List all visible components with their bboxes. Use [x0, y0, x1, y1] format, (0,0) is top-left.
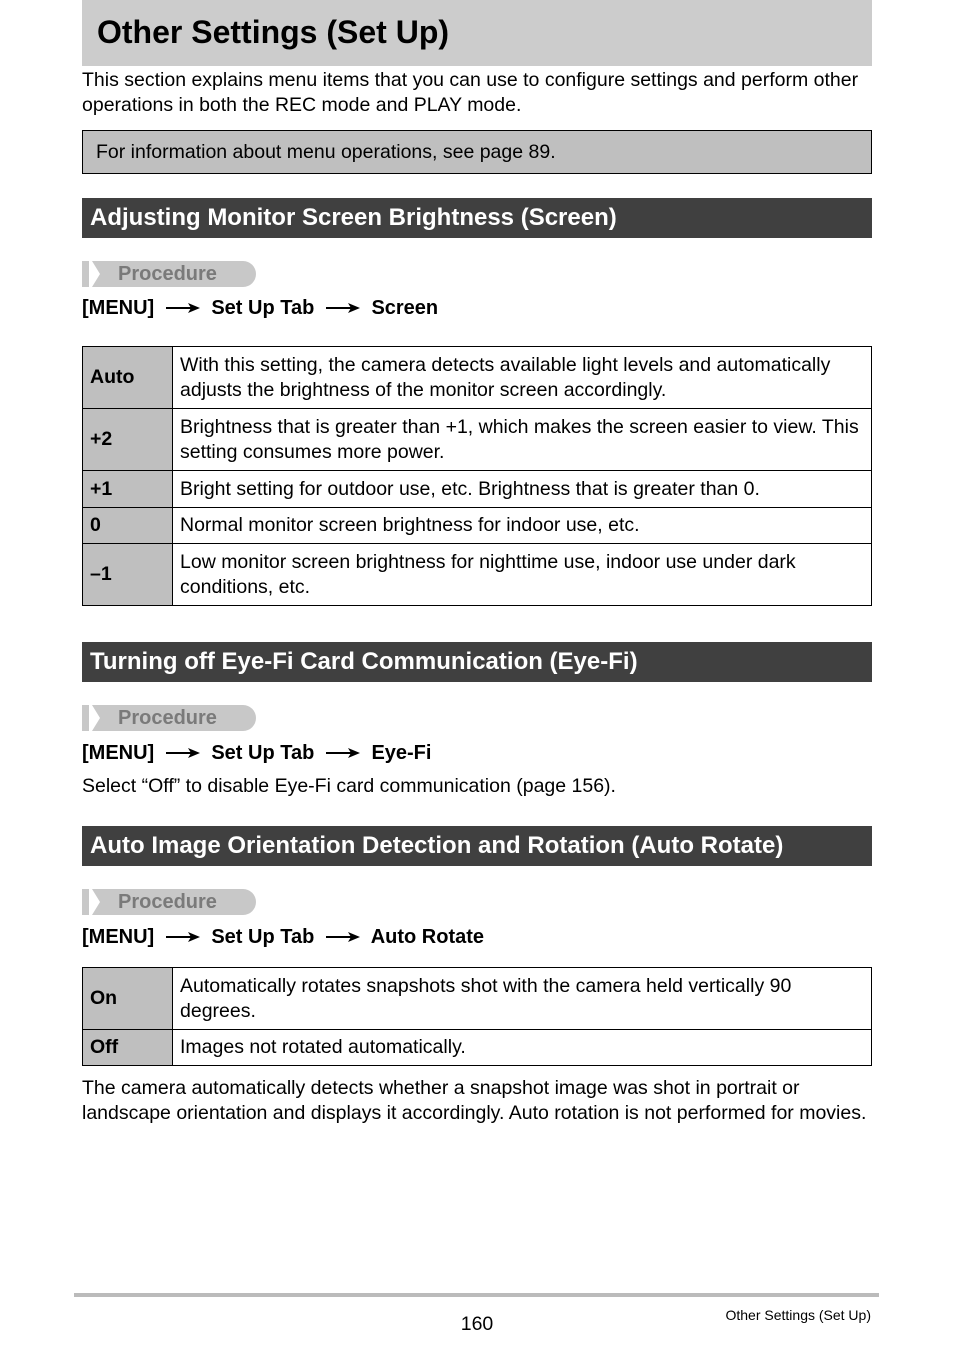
- procedure-label: Procedure: [118, 707, 217, 729]
- table-row: [83, 471, 872, 508]
- table-row: [83, 409, 872, 471]
- procedure-label: Procedure: [118, 263, 217, 285]
- table-row: [83, 968, 872, 1030]
- procedure-tag-bar: [82, 261, 89, 287]
- table-row: [83, 544, 872, 606]
- screen-settings-table: [82, 346, 872, 606]
- menu-path-step: [MENU]: [82, 297, 155, 319]
- setting-description: Brightness that is greater than +1, which makes the screen easier to view. This setting consumes more power.: [173, 409, 872, 471]
- procedure-tag-bar: [82, 705, 89, 731]
- menu-path-step: Set Up Tab: [211, 742, 315, 764]
- menu-path-step: Eye-Fi: [371, 742, 432, 764]
- arrow-right-icon: [166, 747, 200, 759]
- setting-description: Images not rotated automatically.: [173, 1030, 872, 1066]
- info-note-text: For information about menu operations, see page 89.: [96, 141, 556, 163]
- table-row: [83, 1030, 872, 1066]
- page-title: Other Settings (Set Up): [97, 14, 450, 50]
- procedure-tag: [82, 261, 257, 287]
- setting-description: With this setting, the camera detects available light levels and automatically adjusts the brightness of the monitor screen accordingly.: [173, 347, 872, 409]
- setting-key: Auto: [83, 347, 173, 409]
- setting-key: On: [83, 968, 173, 1030]
- arrow-right-icon: [326, 931, 360, 943]
- menu-path-screen: [82, 295, 438, 321]
- menu-path-auto-rotate: [82, 924, 484, 950]
- arrow-right-icon: [166, 931, 200, 943]
- arrow-right-icon: [326, 302, 360, 314]
- setting-description: Low monitor screen brightness for nighttime use, indoor use under dark conditions, etc.: [173, 544, 872, 606]
- intro-text: This section explains menu items that you can use to configure settings and perform other operations in both the REC mode and PLAY mode.: [82, 69, 859, 116]
- setting-description: Automatically rotates snapshots shot with the camera held vertically 90 degrees.: [173, 968, 872, 1030]
- menu-path-step: [MENU]: [82, 742, 155, 764]
- arrow-right-icon: [166, 302, 200, 314]
- menu-path-step: Auto Rotate: [370, 926, 485, 948]
- page-title-bar: [82, 0, 872, 66]
- section-heading-screen: Adjusting Monitor Screen Brightness (Screen): [82, 198, 872, 238]
- setting-key: +2: [83, 409, 173, 471]
- table-row: [83, 347, 872, 409]
- setting-description: Normal monitor screen brightness for indoor use, etc.: [173, 508, 872, 544]
- page-number: 160: [460, 1313, 494, 1335]
- procedure-label: Procedure: [118, 891, 217, 913]
- menu-path-step: Set Up Tab: [211, 926, 315, 948]
- setting-key: 0: [83, 508, 173, 544]
- section-heading-auto-rotate: Auto Image Orientation Detection and Rotation (Auto Rotate): [82, 826, 872, 866]
- menu-path-step: [MENU]: [82, 926, 155, 948]
- procedure-tag: [82, 889, 257, 915]
- table-row: [83, 508, 872, 544]
- menu-path-step: Set Up Tab: [211, 297, 315, 319]
- footer-divider: [74, 1293, 879, 1297]
- eye-fi-note: Select “Off” to disable Eye-Fi card communication (page 156).: [82, 775, 616, 797]
- setting-key: Off: [83, 1030, 173, 1066]
- auto-rotate-note: The camera automatically detects whether a snapshot image was shot in portrait or landscape orientation and displays it accordingly. Auto rotation is not performed for movies.: [82, 1077, 867, 1124]
- setting-key: +1: [83, 471, 173, 508]
- menu-path-eye-fi: [82, 740, 431, 766]
- menu-path-step: Screen: [371, 297, 439, 319]
- procedure-tag: [82, 705, 257, 731]
- footer-chapter-title: Other Settings (Set Up): [725, 1307, 871, 1323]
- setting-description: Bright setting for outdoor use, etc. Brightness that is greater than 0.: [173, 471, 872, 508]
- arrow-right-icon: [326, 747, 360, 759]
- setting-key: –1: [83, 544, 173, 606]
- auto-rotate-settings-table: [82, 967, 872, 1066]
- info-note-box: [82, 130, 872, 174]
- section-heading-eye-fi: Turning off Eye-Fi Card Communication (Eye-Fi): [82, 642, 872, 682]
- procedure-tag-bar: [82, 889, 89, 915]
